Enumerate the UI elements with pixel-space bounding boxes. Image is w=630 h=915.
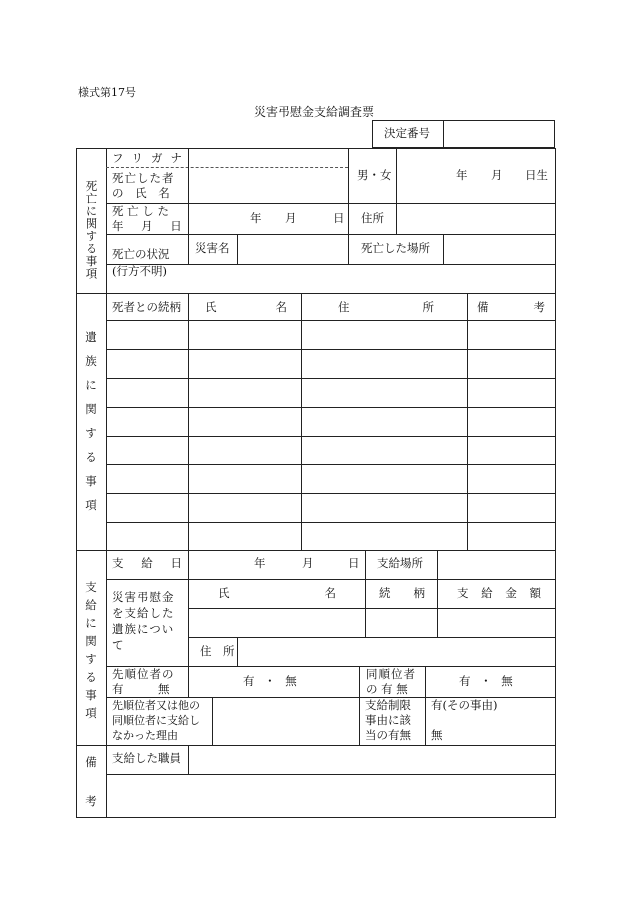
recipient-relation-field[interactable]: [366, 609, 436, 636]
decision-number-value[interactable]: [444, 121, 554, 147]
reason-field[interactable]: [213, 698, 358, 744]
address-field[interactable]: [397, 204, 555, 233]
reason-label-1: 先順位者又は他の: [112, 699, 200, 712]
reason-label-2: 同順位者に支給し: [112, 714, 200, 727]
death-date-label-1: 死 亡 し た: [112, 204, 169, 218]
bereaved-header-name: 氏 名: [205, 300, 287, 314]
death-month-label: 月: [285, 211, 297, 225]
bereaved-section-label: 遺 族 に 関 す る 事 項: [85, 330, 97, 513]
restriction-label-2: 事由に該: [365, 713, 411, 727]
reason-label-3: なかった理由: [112, 729, 178, 742]
furigana-label: フ リ ガ ナ: [112, 151, 182, 165]
recipient-label-1: 災害弔慰金: [112, 590, 175, 604]
death-day-label: 日: [333, 211, 345, 225]
remarks-section-label: 備 考: [85, 755, 97, 808]
recipient-header-relation: 続 柄: [379, 586, 425, 600]
recipient-header-amount: 支 給 金 額: [457, 586, 541, 600]
death-date-label-2: 年 月 日: [112, 219, 189, 233]
restriction-value-no[interactable]: 無: [431, 728, 443, 742]
restriction-label-3: 当の有無: [365, 728, 411, 742]
furigana-field[interactable]: [189, 149, 347, 166]
death-year-label: 年: [250, 211, 262, 225]
birth-month-label: 月: [491, 168, 503, 182]
death-status-label-1: 死亡の状況: [112, 247, 170, 261]
pay-day-label: 日: [348, 556, 360, 570]
form-number: 様式第17号: [78, 86, 136, 99]
birth-year-label: 年: [456, 168, 468, 182]
same-rank-value[interactable]: 有 ・ 無: [459, 674, 516, 688]
deceased-name-field[interactable]: [189, 168, 347, 202]
death-status-field[interactable]: [189, 265, 555, 292]
recipient-amount-field[interactable]: [438, 609, 555, 636]
priority-label-2: 有 無: [112, 682, 170, 696]
recipient-name-field[interactable]: [189, 609, 364, 636]
pay-place-label: 支給場所: [377, 556, 423, 570]
death-section-label: 死亡に関する事項: [84, 180, 99, 280]
form-title: 災害弔慰金支給調査票: [254, 105, 375, 119]
recipient-address-field[interactable]: [238, 638, 555, 665]
deceased-name-label-1: 死亡した者: [112, 171, 175, 185]
pay-date-label: 支 給 日: [112, 556, 182, 570]
bereaved-header-relation: 死者との続柄: [112, 300, 181, 314]
bereaved-header-remarks: 備 考: [477, 300, 545, 314]
recipient-label-4: て: [112, 638, 124, 652]
priority-value[interactable]: 有 ・ 無: [243, 674, 300, 688]
death-status-label-2: (行方不明): [112, 264, 167, 278]
gender-field[interactable]: 男・女: [357, 168, 392, 182]
recipient-address-label: 住 所: [200, 644, 235, 658]
disaster-name-field[interactable]: [238, 235, 347, 263]
staff-label: 支給した職員: [112, 751, 181, 765]
recipient-label-3: 遺族につい: [112, 622, 175, 636]
staff-field[interactable]: [189, 746, 555, 773]
disaster-name-label: 災害名: [195, 241, 230, 255]
address-label: 住所: [361, 211, 384, 225]
death-place-field[interactable]: [444, 235, 555, 263]
pay-month-label: 月: [302, 556, 314, 570]
pay-place-field[interactable]: [438, 551, 555, 578]
restriction-label-1: 支給制限: [365, 698, 411, 712]
death-place-label: 死亡した場所: [361, 241, 430, 255]
birth-day-label: 日生: [525, 168, 548, 182]
bereaved-header-address: 住 所: [338, 300, 434, 314]
payment-section-label: 支 給 に 関 す る 事 項: [85, 580, 97, 721]
priority-label-1: 先順位者の: [112, 667, 175, 681]
same-rank-label-2: の 有 無: [366, 682, 408, 696]
decision-number-label: 決定番号: [384, 126, 430, 140]
recipient-label-2: を支給した: [112, 606, 175, 620]
same-rank-label-1: 同順位者: [366, 667, 416, 681]
deceased-name-label-2: の 氏 名: [112, 186, 174, 200]
restriction-value-yes[interactable]: 有(その事由): [431, 698, 498, 712]
remarks-field[interactable]: [107, 775, 555, 817]
recipient-header-name: 氏 名: [218, 586, 336, 600]
pay-year-label: 年: [254, 556, 266, 570]
